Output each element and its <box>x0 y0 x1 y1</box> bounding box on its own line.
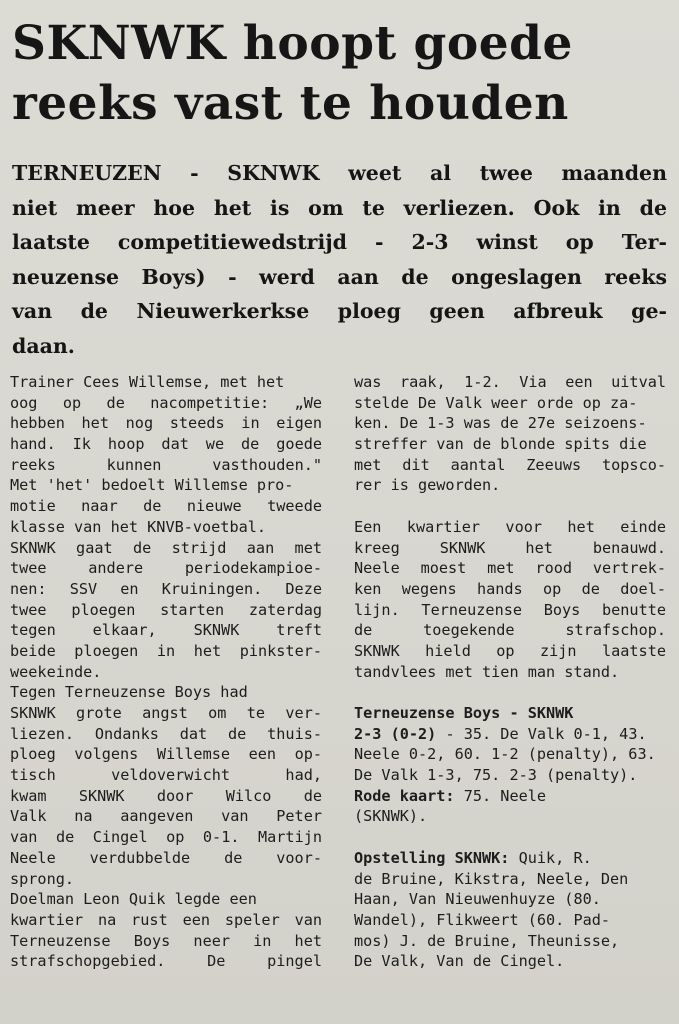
match-line: De Valk 1-3, 75. 2-3 (penalty). <box>354 766 638 785</box>
body-line: kwartier na rust een speler van <box>10 910 322 929</box>
lineup-line: Haan, Van Nieuwenhuyze (80. <box>354 890 601 909</box>
match-score-line <box>354 724 666 745</box>
body-line: Met 'het' bedoelt Willemse pro- <box>10 476 294 495</box>
red-card-label: Rode kaart: <box>354 786 455 805</box>
match-line: Neele 0-2, 60. 1-2 (penalty), 63. <box>354 745 656 764</box>
body-line: SKNWK hield op zijn laatste <box>354 641 666 660</box>
headline-line-2: reeks vast te houden <box>12 76 569 131</box>
body-line: Trainer Cees Willemse, met het <box>10 373 285 391</box>
body-line: was raak, 1-2. Via een uitval <box>354 373 666 391</box>
body-line: Valk na aangeven van Peter <box>10 807 322 826</box>
body-line: lijn. Terneuzense Boys benutte <box>354 600 666 619</box>
lead-line: laatste competitiewedstrijd - 2-3 winst op Ter- <box>12 230 667 255</box>
body-line: liezen. Ondanks dat de thuis- <box>10 724 322 743</box>
body-line: kreeg SKNWK het benauwd. <box>354 538 666 557</box>
match-goals: - 35. De Valk 0-1, 43. <box>436 724 647 743</box>
headline <box>12 14 672 134</box>
match-score: 2-3 (0-2) <box>354 724 437 743</box>
lineup-line: De Valk, Van de Cingel. <box>354 952 565 971</box>
body-line: twee andere periodekampioe- <box>10 559 322 578</box>
body-line: reeks kunnen vasthouden." <box>10 455 322 474</box>
body-line: hand. Ik hoop dat we de goede <box>10 435 322 454</box>
match-title: Terneuzense Boys - SKNWK <box>354 704 574 722</box>
body-line: tisch veldoverwicht had, <box>10 766 322 785</box>
lead-line: neuzense Boys) - werd aan de ongeslagen reeks <box>12 264 667 289</box>
lineup-line: Wandel), Flikweert (60. Pad- <box>354 910 611 929</box>
red-card-team: (SKNWK). <box>354 807 428 826</box>
body-line: Tegen Terneuzense Boys had <box>10 683 248 702</box>
headline-line-1: SKNWK hoopt goede <box>12 16 573 71</box>
lead-paragraph <box>12 156 667 364</box>
body-line: Terneuzense Boys neer in het <box>10 931 322 950</box>
lineup-line: de Bruine, Kikstra, Neele, Den <box>354 869 629 888</box>
red-card-line <box>354 786 666 807</box>
body-line: Neele verdubbelde de voor- <box>10 848 322 867</box>
body-line: beide ploegen in het pinkster- <box>10 641 322 660</box>
body-line: ken wegens hands op de doel- <box>354 579 666 598</box>
body-line: sprong. <box>10 869 75 888</box>
body-line: twee ploegen starten zaterdag <box>10 600 322 619</box>
body-line: rer is geworden. <box>354 476 501 495</box>
body-line: motie naar de nieuwe tweede <box>10 497 322 516</box>
lineup-label: Opstelling SKNWK: <box>354 848 510 867</box>
body-line: hebben het nog steeds in eigen <box>10 414 322 433</box>
body-line: SKNWK gaat de strijd aan met <box>10 538 322 557</box>
lead-line: daan. <box>12 333 75 358</box>
left-column <box>10 372 322 972</box>
body-line: Neele moest met rood vertrek- <box>354 559 666 578</box>
body-line: de toegekende strafschop. <box>354 621 666 640</box>
body-line: ploeg volgens Willemse een op- <box>10 745 322 764</box>
right-column <box>354 372 666 972</box>
lineup-line <box>354 848 666 869</box>
body-line: stelde De Valk weer orde op za- <box>354 393 638 412</box>
body-line: tandvlees met tien man stand. <box>354 662 620 681</box>
body-line: strafschopgebied. De pingel <box>10 952 322 971</box>
lead-line: niet meer hoe het is om te verliezen. Ook in de <box>12 195 667 220</box>
body-line: tegen elkaar, SKNWK treft <box>10 621 322 640</box>
lineup-first: Quik, R. <box>509 848 592 867</box>
body-line: kwam SKNWK door Wilco de <box>10 786 322 805</box>
red-card-value: 75. Neele <box>454 786 547 805</box>
body-line: met dit aantal Zeeuws topsco- <box>354 455 666 474</box>
body-line: ken. De 1-3 was de 27e seizoens- <box>354 414 647 433</box>
body-line: Een kwartier voor het einde <box>354 517 666 536</box>
body-line: weekeinde. <box>10 662 102 681</box>
body-line: SKNWK grote angst om te ver- <box>10 704 322 722</box>
lineup-line: mos) J. de Bruine, Theunisse, <box>354 931 620 950</box>
body-line: klasse van het KNVB-voetbal. <box>10 517 267 536</box>
body-line: streffer van de blonde spits die <box>354 435 647 454</box>
lead-line: van de Nieuwerkerkse ploeg geen afbreuk ge- <box>12 299 667 324</box>
body-line: van de Cingel op 0-1. Martijn <box>10 828 322 847</box>
body-line: nen: SSV en Kruiningen. Deze <box>10 579 322 598</box>
body-line: oog op de nacompetitie: „We <box>10 393 322 412</box>
body-line: Doelman Leon Quik legde een <box>10 890 257 909</box>
lead-line: TERNEUZEN - SKNWK weet al twee maanden <box>12 161 667 185</box>
